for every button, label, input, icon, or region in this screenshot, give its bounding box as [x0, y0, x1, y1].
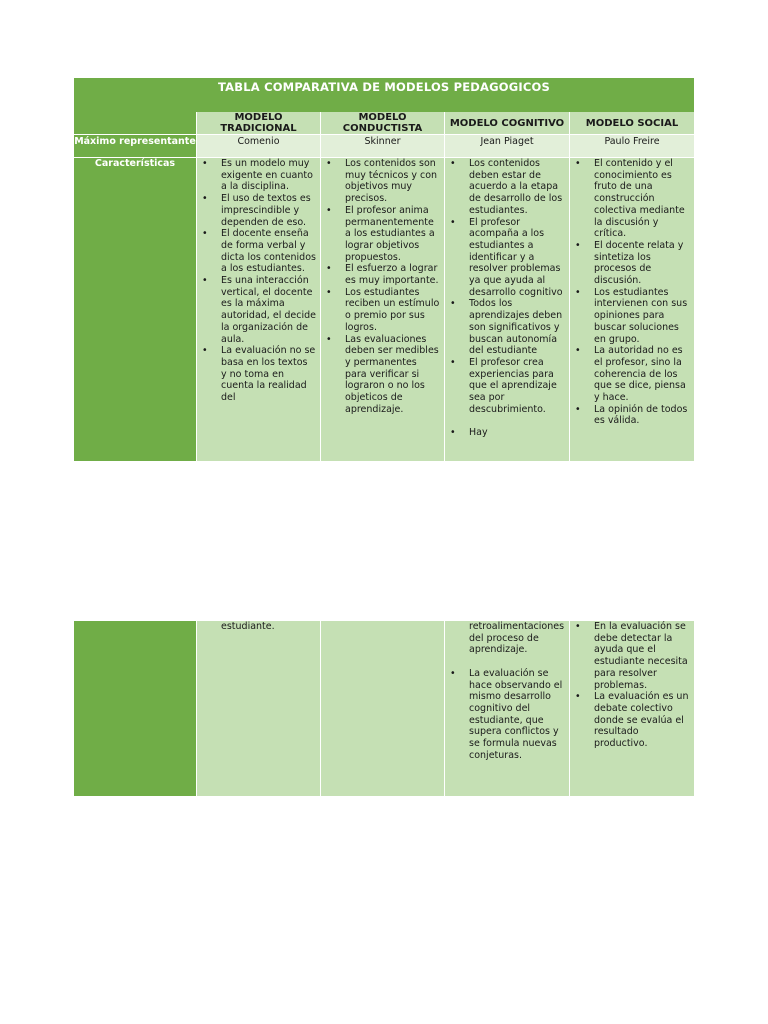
- list-item: • Los estudiantes intervienen con sus opiniones para buscar soluciones en grupo.: [594, 287, 690, 346]
- list-item: • Es una interacción vertical, el docente es la máxima autoridad, el decide la organización de aula.: [221, 275, 316, 345]
- list-item: • Es un modelo muy exigente en cuanto a la disciplina.: [221, 158, 316, 193]
- representante-row: [74, 135, 694, 158]
- representante-label: Máximo representante: [74, 135, 197, 158]
- representante-social: Paulo Freire: [570, 135, 694, 158]
- caracteristicas-tradicional: [197, 158, 321, 462]
- continued-text: retroalimentaciones del proceso de aprendizaje.: [469, 621, 565, 656]
- table-title: TABLA COMPARATIVA DE MODELOS PEDAGOGICOS: [74, 78, 694, 112]
- representante-tradicional: Comenio: [197, 135, 321, 158]
- representante-cognitivo: Jean Piaget: [445, 135, 570, 158]
- caracteristicas-conductista-continued: [321, 621, 445, 797]
- caracteristicas-cognitivo-continued: [445, 621, 570, 797]
- representante-conductista: Skinner: [321, 135, 445, 158]
- list-item: • Hay: [469, 427, 565, 439]
- list-item: • Los estudiantes reciben un estímulo o premio por sus logros.: [345, 287, 440, 334]
- header-tradicional: MODELO TRADICIONAL: [197, 112, 321, 135]
- list-item: • La autoridad no es el profesor, sino la coherencia de los que se dice, piensa y hace.: [594, 345, 690, 404]
- caracteristicas-social: [570, 158, 694, 462]
- list-item: • El profesor anima permanentemente a los estudiantes a lograr objetivos propuestos.: [345, 205, 440, 264]
- list-item: • El docente enseña de forma verbal y dicta los contenidos a los estudiantes.: [221, 228, 316, 275]
- list-item: • La evaluación se hace observando el mismo desarrollo cognitivo del estudiante, que supera conflictos y se formula nuevas conjeturas.: [469, 668, 565, 762]
- list-item: • Todos los aprendizajes deben son significativos y buscan autonomía del estudiante: [469, 298, 565, 357]
- list-item: • La opinión de todos es válida.: [594, 404, 690, 427]
- header-empty-cell: [74, 112, 197, 135]
- list-item: • El contenido y el conocimiento es fruto de una construcción colectiva mediante la discusión y crítica.: [594, 158, 690, 240]
- caracteristicas-row-continued: [74, 621, 694, 797]
- continued-text: estudiante.: [221, 621, 275, 632]
- header-row: [74, 112, 694, 135]
- header-cognitivo: MODELO COGNITIVO: [445, 112, 570, 135]
- list-item: • El profesor acompaña a los estudiantes a identificar y a resolver problemas ya que ayuda al desarrollo cognitivo: [469, 217, 565, 299]
- caracteristicas-social-continued: [570, 621, 694, 797]
- list-item: • Los contenidos deben estar de acuerdo a la etapa de desarrollo de los estudiantes.: [469, 158, 565, 217]
- caracteristicas-conductista: [321, 158, 445, 462]
- list-item: • La evaluación es un debate colectivo donde se evalúa el resultado productivo.: [594, 691, 690, 750]
- list-item: • En la evaluación se debe detectar la ayuda que el estudiante necesita para resolver problemas.: [594, 621, 690, 691]
- list-item: • La evaluación no se basa en los textos y no toma en cuenta la realidad del: [221, 345, 316, 404]
- list-item: • El esfuerzo a lograr es muy importante.: [345, 263, 440, 286]
- caracteristicas-label: Características: [74, 158, 197, 462]
- caracteristicas-cognitivo: [445, 158, 570, 462]
- header-conductista: MODELO CONDUCTISTA: [321, 112, 445, 135]
- list-item: • El profesor crea experiencias para que el aprendizaje sea por descubrimiento.: [469, 357, 565, 416]
- comparison-table-continued: [74, 621, 694, 797]
- header-social: MODELO SOCIAL: [570, 112, 694, 135]
- label-cell-empty: [74, 621, 197, 797]
- list-item: • Las evaluaciones deben ser medibles y permanentes para verificar si lograron o no los objeticos de aprendizaje.: [345, 334, 440, 416]
- list-item: • El uso de textos es imprescindible y dependen de eso.: [221, 193, 316, 228]
- caracteristicas-tradicional-continued: [197, 621, 321, 797]
- list-item: • El docente relata y sintetiza los procesos de discusión.: [594, 240, 690, 287]
- list-item: • Los contenidos son muy técnicos y con objetivos muy precisos.: [345, 158, 440, 205]
- comparison-table: [74, 78, 694, 462]
- caracteristicas-row: [74, 158, 694, 462]
